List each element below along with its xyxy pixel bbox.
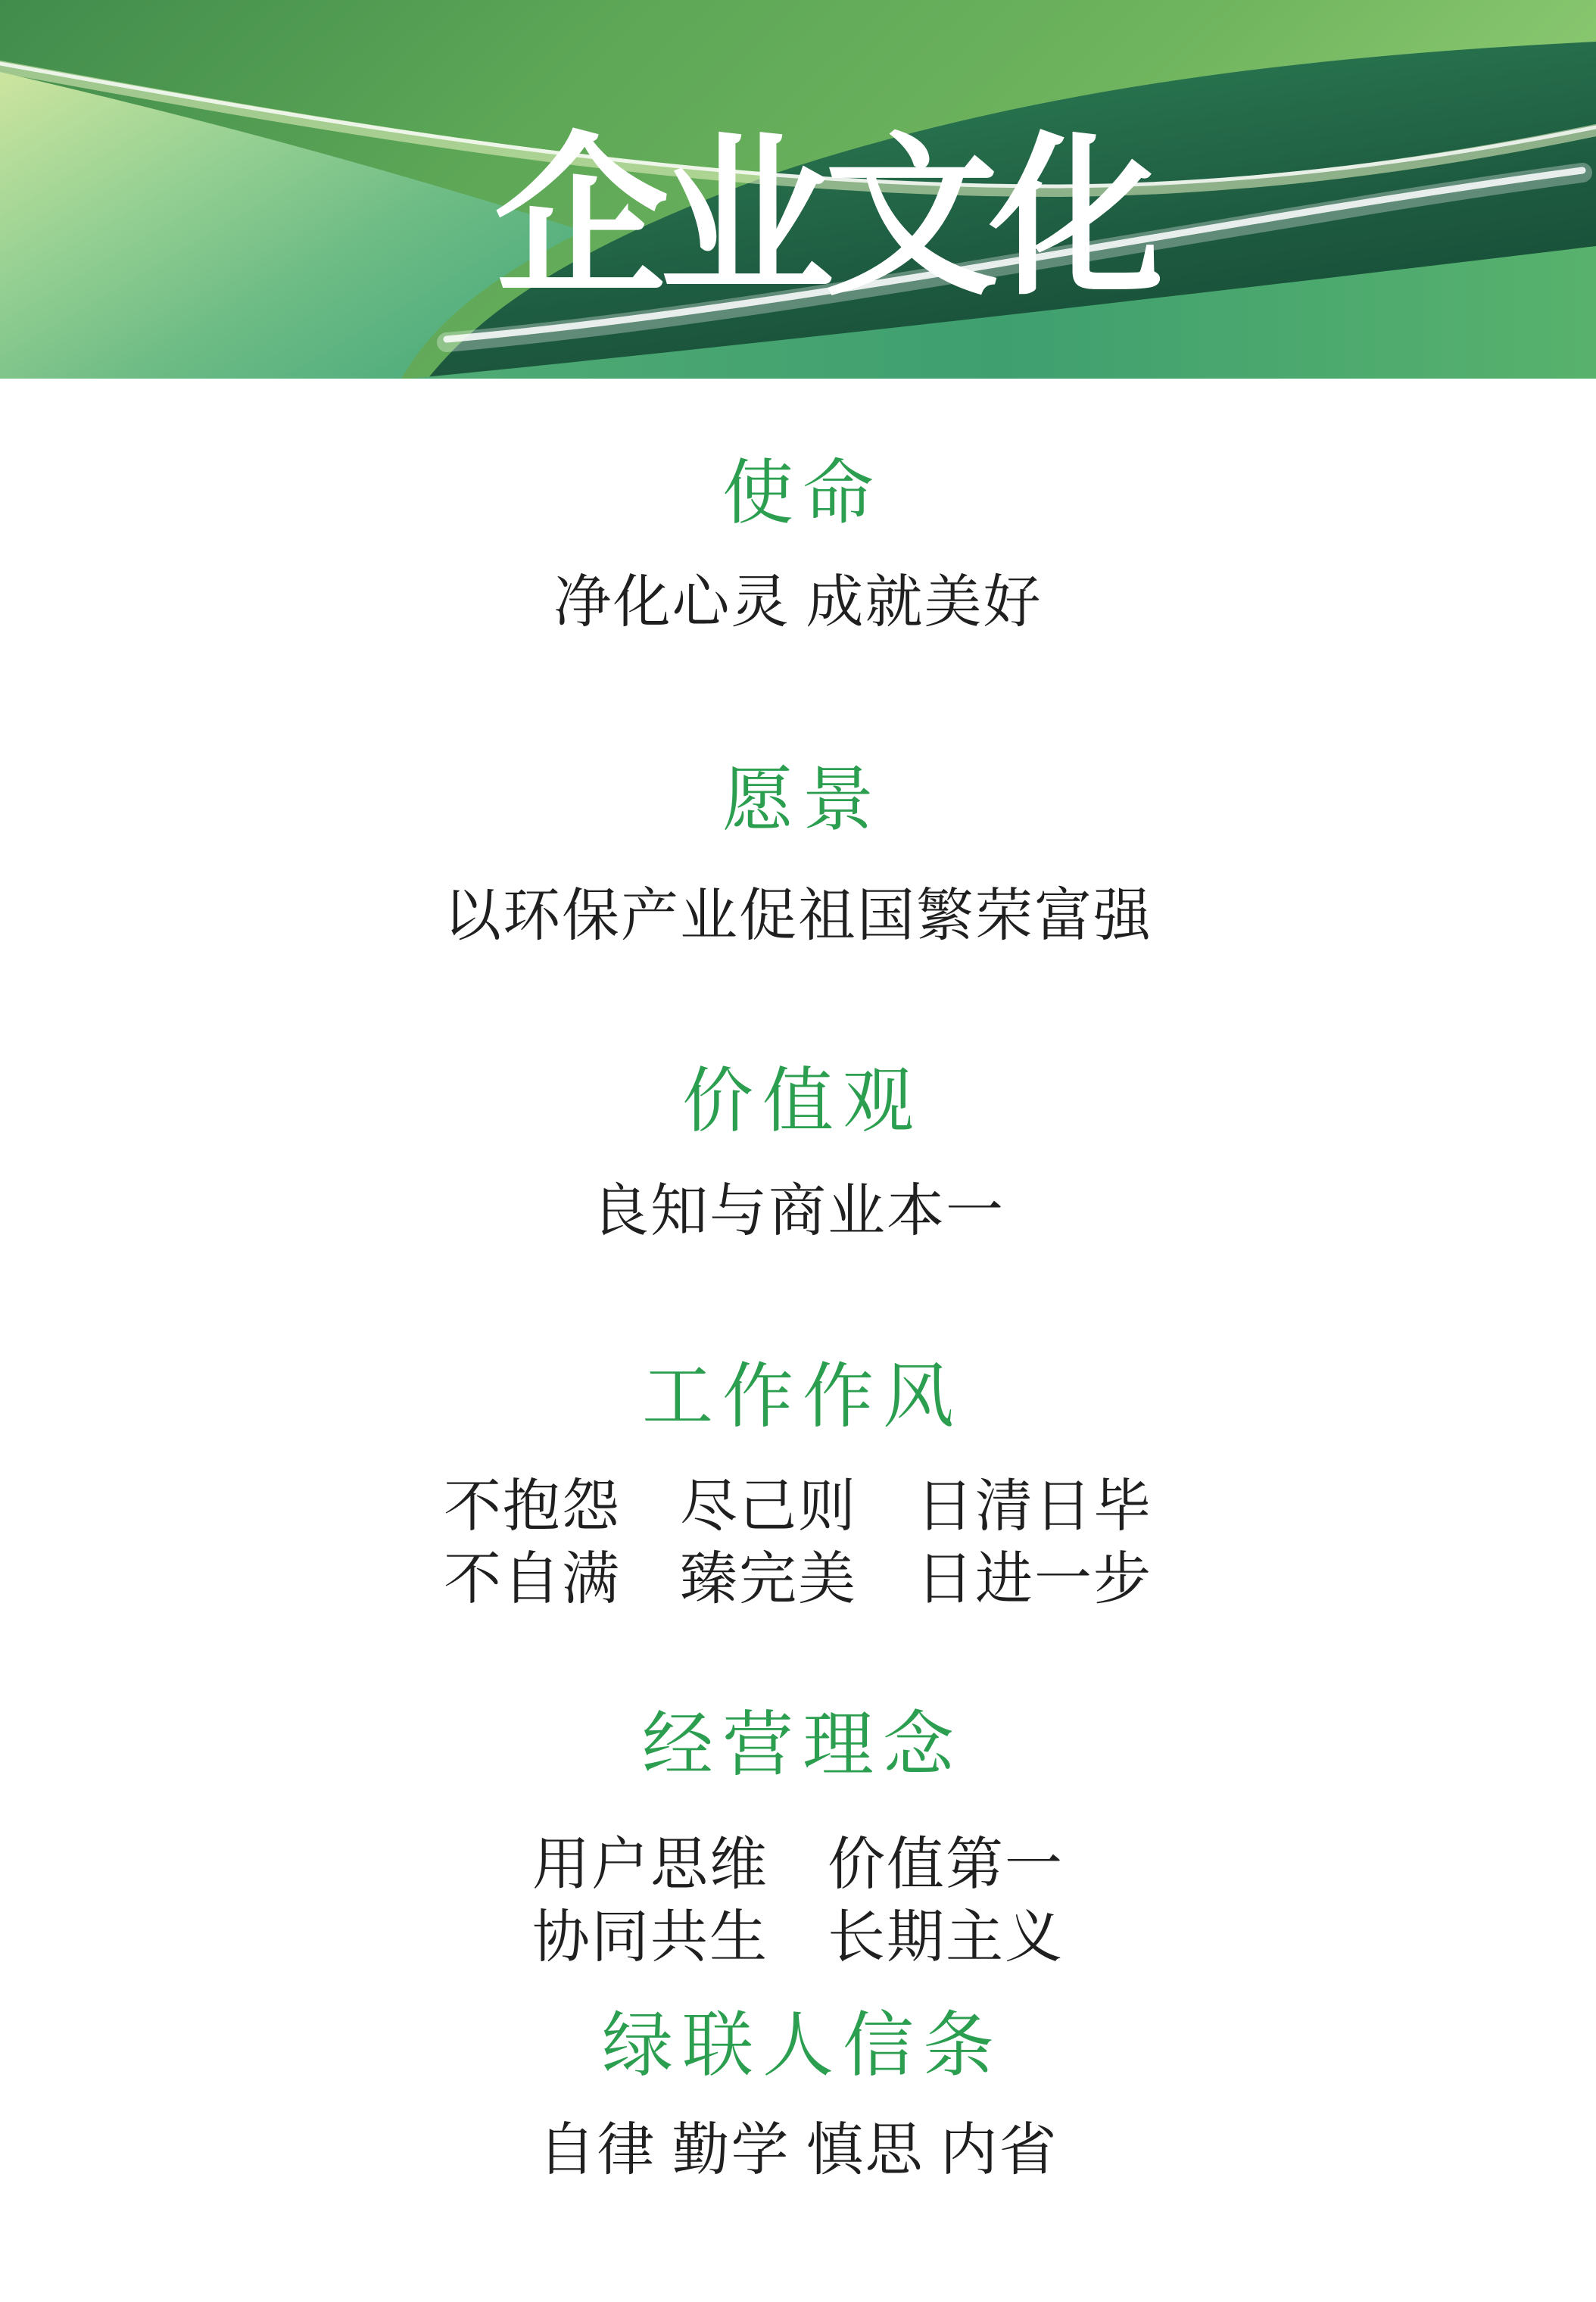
creed-line: 自律 勤学 慎思 内省: [538, 2119, 1058, 2182]
vision-line: 以环保产业促祖国繁荣富强: [444, 884, 1152, 948]
work-style-line-1: 不抱怨 尽己则 日清日毕: [444, 1475, 1152, 1539]
creed-heading: 绿联人信条: [601, 2007, 1003, 2085]
poster-title: 企业文化: [494, 115, 1155, 320]
section-mission: [0, 454, 1596, 639]
philosophy-line-2: 协同共生 长期主义: [532, 1906, 1064, 1970]
mission-heading: 使命: [722, 454, 883, 533]
philosophy-heading: 经营理念: [641, 1706, 963, 1785]
section-work-style: [0, 1358, 1596, 1616]
section-philosophy: [0, 1706, 1596, 1974]
vision-heading: 愿景: [722, 761, 883, 840]
values-line: 良知与商业本一: [591, 1180, 1005, 1243]
work-style-line-2: 不自满 臻完美 日进一步: [444, 1548, 1152, 1611]
mission-line: 净化心灵 成就美好: [553, 571, 1043, 635]
philosophy-line-1: 用户思维 价值第一: [532, 1833, 1064, 1897]
poster-header: [0, 0, 1596, 379]
work-style-heading: 工作作风: [641, 1358, 963, 1436]
section-vision: [0, 761, 1596, 953]
section-creed: [0, 2007, 1596, 2187]
values-heading: 价值观: [681, 1062, 923, 1141]
section-values: [0, 1062, 1596, 1248]
